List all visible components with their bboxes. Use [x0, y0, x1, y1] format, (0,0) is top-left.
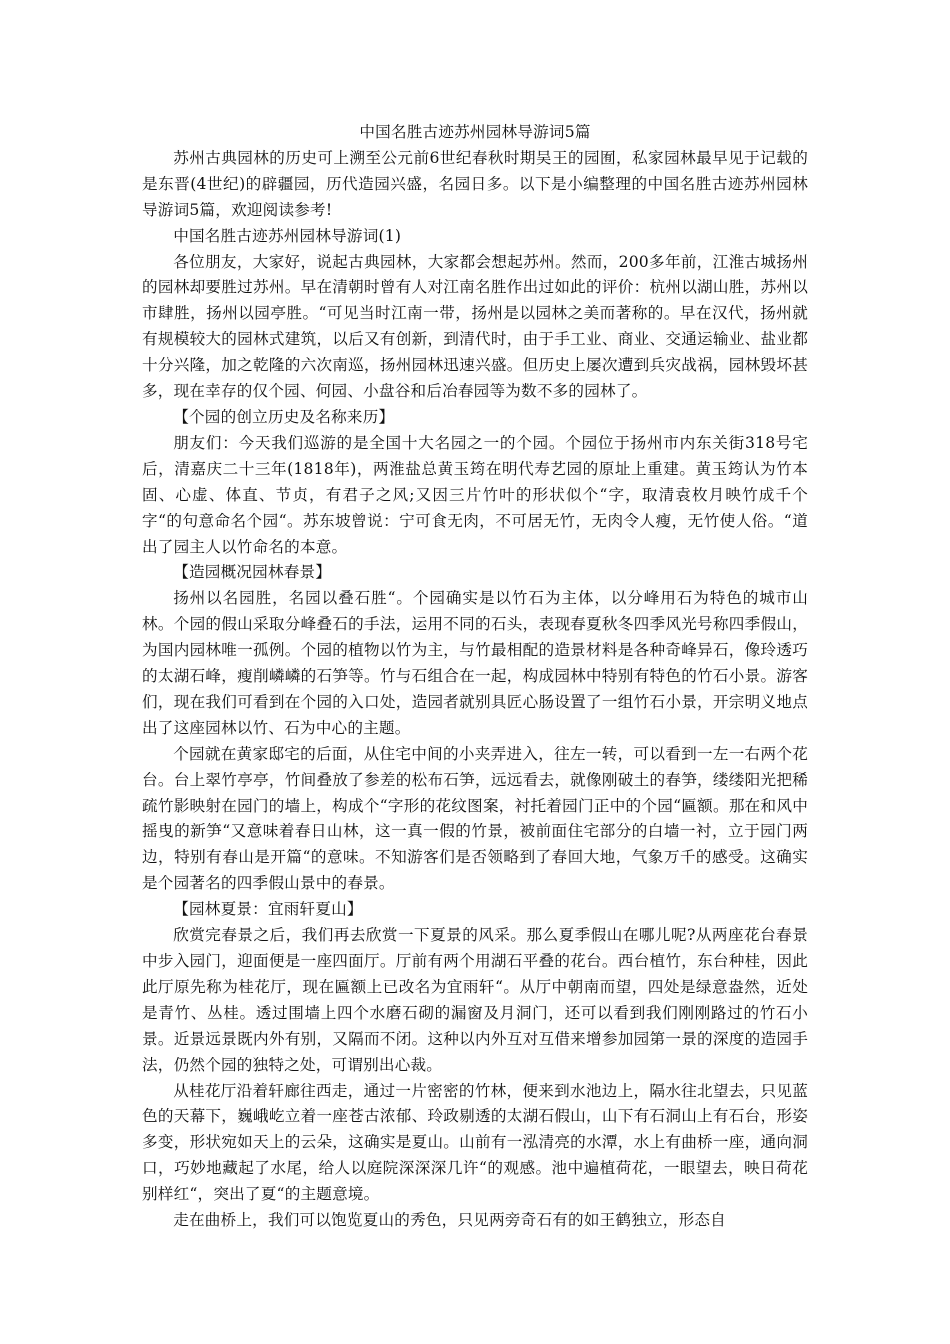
section-title: 中国名胜古迹苏州园林导游词(1) — [173, 226, 402, 245]
paragraph: 扬州以名园胜，名园以叠石胜“。个园确实是以竹石为主体，以分峰用石为特色的城市山林。个园的假山采取分峰叠石的手法，运用不同的石头，表现春夏秋冬四季风光号称四季假山，为国内园林唯一孤例。个园的植物以竹为主，与竹最相配的造景材料是各种奇峰异石，像玲透巧的太湖石峰，瘦削嶙嶙的石笋等。竹与石组合在一起，构成园林中特别有特色的竹石小景。游客们，现在我们可看到在个园的入口处，造园者就别具匠心肠设置了一组竹石小景，开宗明义地点出了这座园林以竹、石为中心的主题。 — [142, 589, 808, 737]
section-heading: 【造园概况园林春景】 — [173, 563, 332, 582]
paragraph: 走在曲桥上，我们可以饱览夏山的秀色，只见两旁奇石有的如王鹤独立，形态自 — [173, 1211, 726, 1230]
document-title: 中国名胜古迹苏州园林导游词5篇 — [359, 123, 591, 141]
section-heading: 【园林夏景：宜雨轩夏山】 — [173, 900, 363, 919]
paragraph: 从桂花厅沿着轩廊往西走，通过一片密密的竹林，便来到水池边上，隔水往北望去，只见蓝色的天幕下，巍峨屹立着一座苍古浓郁、玲政剔透的太湖石假山，山下有石洞山上有石台，形姿多变，形状宛如天上的云朵，这确实是夏山。山前有一泓清亮的水潭，水上有曲桥一座，通向洞口，巧妙地藏起了水尾，给人以庭院深深深几许“的观感。池中遍植荷花，一眼望去，映日荷花别样红“，突出了夏“的主题意境。 — [142, 1081, 808, 1204]
section-heading: 【个园的创立历史及名称来历】 — [173, 407, 395, 426]
paragraph: 欣赏完春景之后，我们再去欣赏一下夏景的风采。那么夏季假山在哪儿呢?从两座花台春景中步入园门，迎面便是一座四面厅。厅前有两个用湖石平叠的花台。西台植竹，东台种桂，因此此厅原先称为桂花厅，现在匾额上已改名为宜雨轩“。从厅中朝南而望，四处是绿意盎然，近处是青竹、丛桂。透过围墙上四个水磨石砌的漏窗及月洞门，还可以看到我们刚刚路过的竹石小景。近景远景既内外有别，又隔而不闭。这种以内外互对互借来增参加园第一景的深度的造园手法，仍然个园的独特之处，可谓别出心裁。 — [142, 926, 808, 1074]
intro-paragraph: 苏州古典园林的历史可上溯至公元前6世纪春秋时期吴王的园囿，私家园林最早见于记载的是东晋(4世纪)的辟疆园，历代造园兴盛，名园日多。以下是小编整理的中国名胜古迹苏州园林导游词5篇，欢迎阅读参考! — [142, 148, 808, 219]
document-page — [142, 120, 808, 1234]
paragraph: 个园就在黄家邸宅的后面，从住宅中间的小夹弄进入，往左一转，可以看到一左一右两个花台。台上翠竹亭亭，竹间叠放了参差的松布石笋，远远看去，就像刚破土的春笋，缕缕阳光把稀疏竹影映射在园门的墙上，构成个“字形的花纹图案，衬托着园门正中的个园“匾额。那在和风中摇曳的新笋“又意味着春日山林，这一真一假的竹景，被前面住宅部分的白墙一衬，立于园门两边，特别有春山是开篇“的意味。不知游客们是否领略到了春回大地，气象万千的感受。这确实是个园著名的四季假山景中的春景。 — [142, 744, 808, 893]
paragraph: 朋友们：今天我们巡游的是全国十大名园之一的个园。个园位于扬州市内东关街318号宅后，清嘉庆二十三年(1818年)，两淮盐总黄玉筠在明代寿艺园的原址上重建。黄玉筠认为竹本固、心虚、体直、节贞，有君子之风;又因三片竹叶的形状似个“字，取清袁枚月映竹成千个字“的句意命名个园“。苏东坡曾说：宁可食无肉，不可居无竹，无肉令人瘦，无竹使人俗。“道出了园主人以竹命名的本意。 — [142, 433, 808, 556]
paragraph: 各位朋友，大家好，说起古典园林，大家都会想起苏州。然而，200多年前，江淮古城扬州的园林却要胜过苏州。早在清朝时曾有人对江南名胜作出过如此的评价：杭州以湖山胜，苏州以市肆胜，扬州以园亭胜。“可见当时江南一带，扬州是以园林之美而著称的。早在汉代，扬州就有规模较大的园林式建筑，以后又有创新，到清代时，由于手工业、商业、交通运输业、盐业都十分兴隆，加之乾隆的六次南巡，扬州园林迅速兴盛。但历史上屡次遭到兵灾战祸，园林毁坏甚多，现在幸存的仅个园、何园、小盘谷和后冶春园等为数不多的园林了。 — [142, 252, 808, 401]
